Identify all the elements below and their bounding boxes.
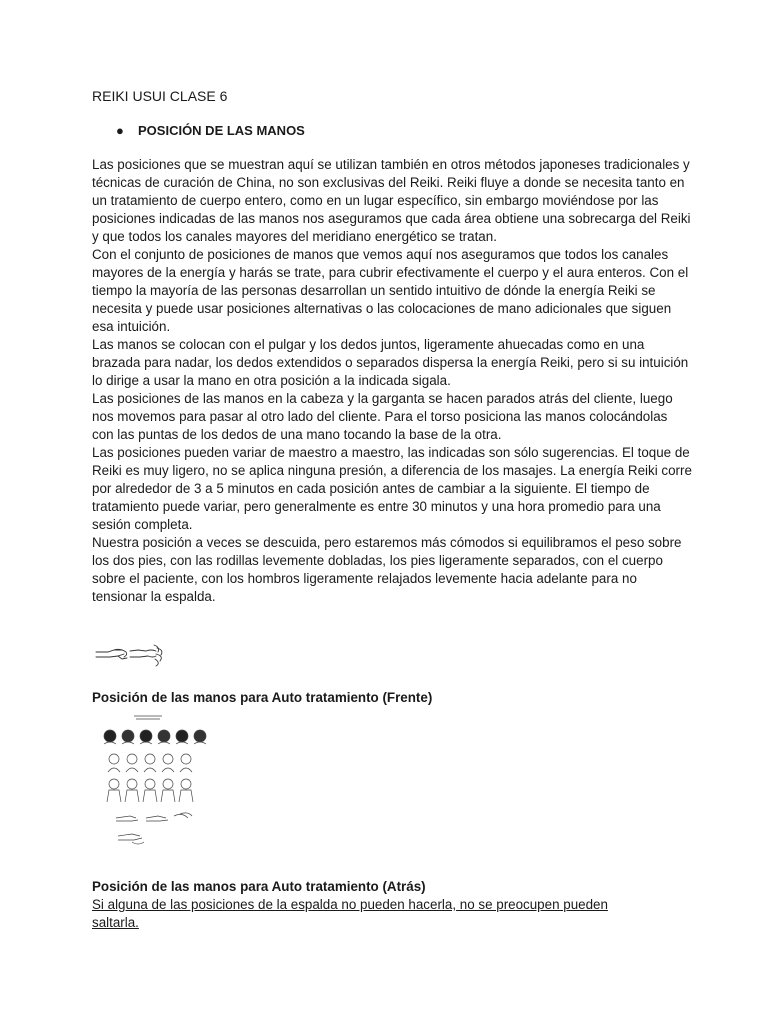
note-text: Si alguna de las posiciones de la espalda no pueden hacerla, no se preocupen pueden saltarla. <box>92 897 608 930</box>
bullet-icon: ● <box>116 123 124 138</box>
paragraph: Las posiciones que se muestran aquí se utilizan también en otros métodos japoneses tradicionales y técnicas de curación de China, no son exclusivas del Reiki. Reiki fluye a donde se necesita tanto en un tratamiento de cuerpo entero, como en un lugar específico, sin embargo moviéndose por las posiciones indicadas de las manos nos aseguramos que cada área obtiene una sobrecarga del Reiki y que todos los canales mayores del meridiano energético se tratan. <box>92 157 691 244</box>
back-heading: Posición de las manos para Auto tratamiento (Atrás) <box>92 879 426 894</box>
section-heading <box>116 122 305 140</box>
paragraph: Nuestra posición a veces se descuida, pero estaremos más cómodos si equilibramos el peso sobre los dos pies, con las rodillas levemente dobladas, los pies ligeramente separados, con el cuerpo sobre el paciente, con los hombros ligeramente relajados levemente hacia adelante para no tensionar la espalda. <box>92 535 682 604</box>
paragraph: Las posiciones de las manos en la cabeza y la garganta se hacen parados atrás del cliente, luego nos movemos para pasar al otro lado del cliente. Para el torso posiciona las manos colocándolas con las puntas de los dedos de una mano tocando la base de la otra. <box>92 391 673 442</box>
body-text <box>92 156 692 606</box>
paragraph: Las posiciones pueden variar de maestro a maestro, las indicadas son sólo sugerencias. El toque de Reiki es muy ligero, no se aplica ninguna presión, a diferencia de los masajes. La energía Reiki corre por alrededor de 3 a 5 minutos en cada posición antes de cambiar a la siguiente. El tiempo de tratamiento puede variar, pero generalmente es entre 30 minutos y una hora promedio para una sesión completa. <box>92 445 692 532</box>
front-heading: Posición de las manos para Auto tratamiento (Frente) <box>92 690 433 705</box>
self-treatment-chart-illustration <box>96 712 216 854</box>
section-heading-text: POSICIÓN DE LAS MANOS <box>138 123 305 138</box>
document-title: REIKI USUI CLASE 6 <box>92 88 228 104</box>
paragraph: Las manos se colocan con el pulgar y los dedos juntos, ligeramente ahuecadas como en una brazada para nadar, los dedos extendidos o separados dispersa la energía Reiki, pero si su intuición lo dirige a usar la mano en otra posición a la indicada sigala. <box>92 337 689 388</box>
hands-illustration <box>94 642 168 668</box>
paragraph: Con el conjunto de posiciones de manos que vemos aquí nos aseguramos que todos los canales mayores de la energía y harás se trate, para cubrir efectivamente el cuerpo y el aura enteros. Con el tiempo la mayoría de las personas desarrollan un sentido intuitivo de dónde la energía Reiki se necesita y puede usar posiciones alternativas o las colocaciones de mano adicionales que siguen esa intuición. <box>92 247 689 334</box>
